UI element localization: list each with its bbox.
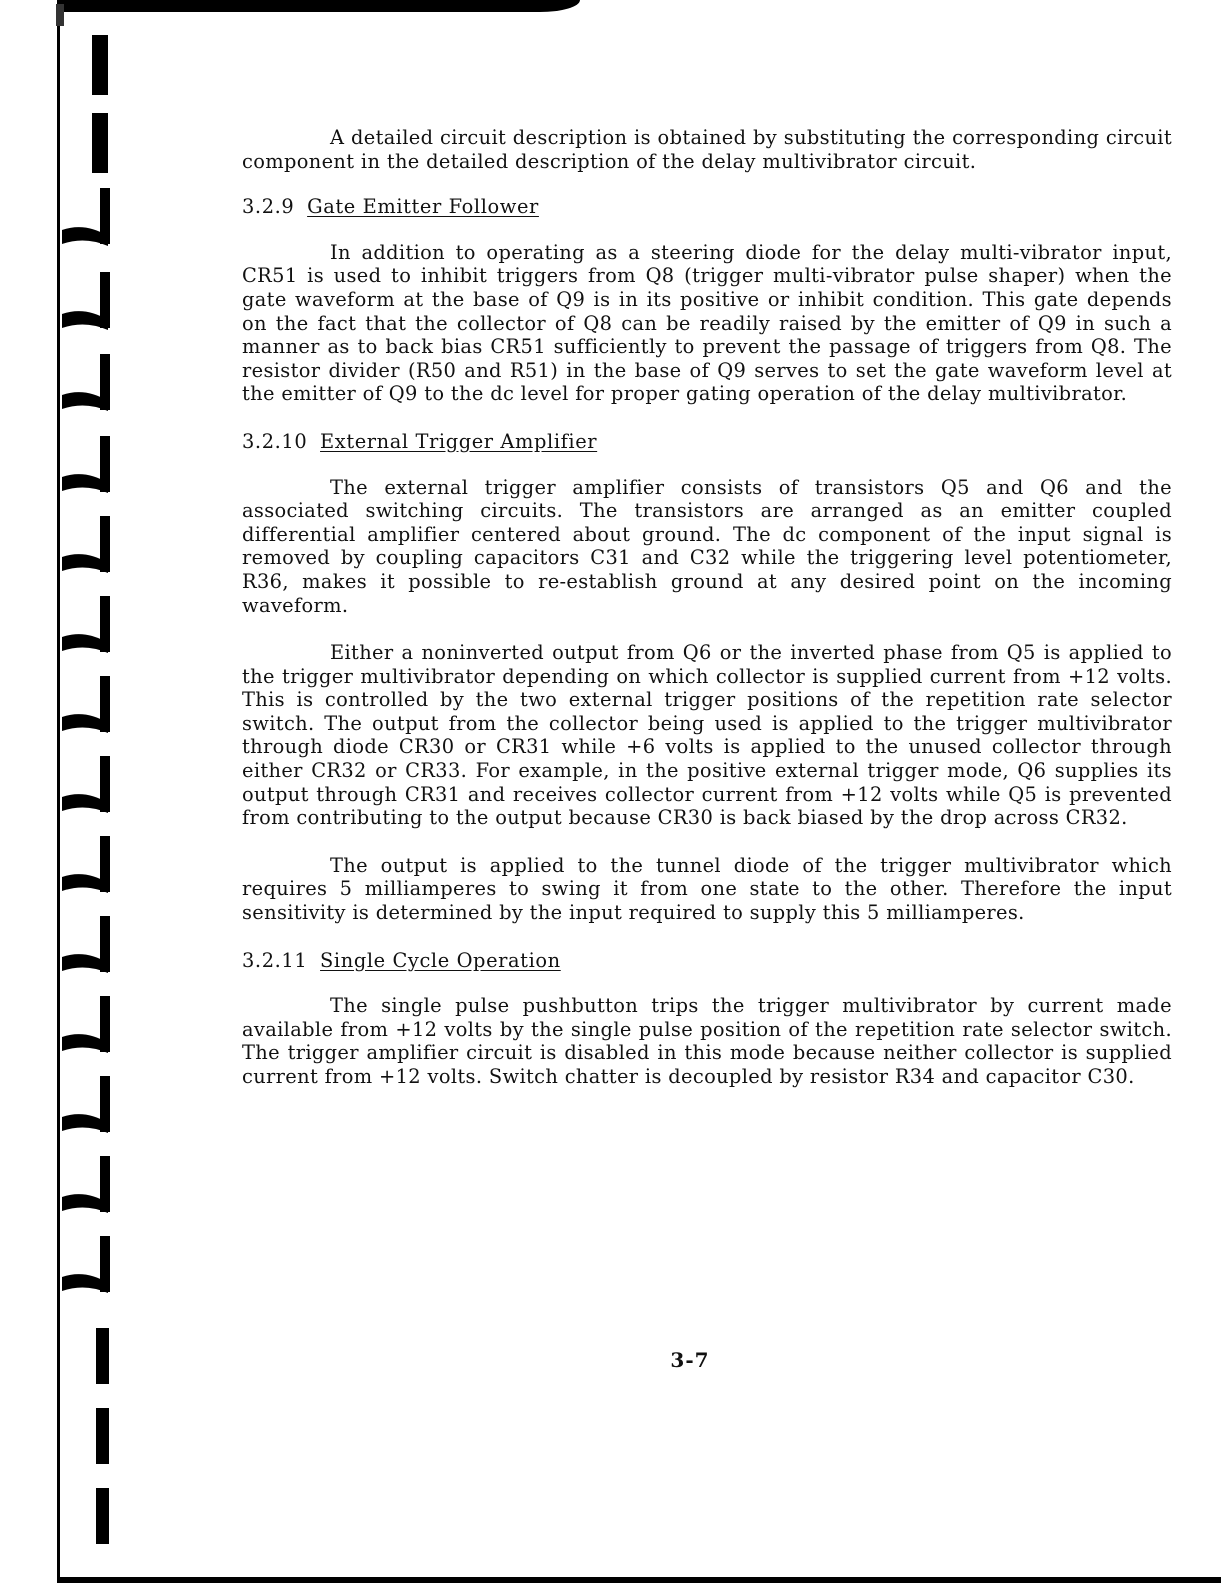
scan-bottom-edge xyxy=(57,1577,1221,1583)
section-title: External Trigger Amplifier xyxy=(320,429,598,453)
document-body xyxy=(242,126,1172,1113)
external-paragraph-1: The external trigger amplifier consists of transistors Q5 and Q6 and the associated switching circuits. The transistors are arranged as an emitter coupled differential amplifier centered about ground. The dc component of the input signal is removed by coupling capacitors C31 and C32 while the triggering level potentiometer, R36, makes it possible to re-establish ground at any desired point on the incoming waveform. xyxy=(242,475,1172,617)
intro-paragraph: A detailed circuit description is obtained by substituting the corresponding circuit component in the detailed description of the delay multivibrator circuit. xyxy=(242,126,1172,173)
page-number: 3-7 xyxy=(670,1348,710,1372)
gate-paragraph: In addition to operating as a steering diode for the delay multi-vibrator input, CR51 is used to inhibit triggers from Q8 (trigger multi-vibrator pulse shaper) when the gate waveform at the base of Q9 is in its positive or inhibit condition. This gate depends on the fact that the collector of Q8 can be readily raised by the emitter of Q9 in such a manner as to back bias CR51 sufficiently to prevent the passage of triggers from Q8. The resistor divider (R50 and R51) in the base of Q9 serves to set the gate waveform level at the emitter of Q9 to the dc level for proper gating operation of the delay multivibrator. xyxy=(242,240,1172,406)
section-heading-single-cycle-operation xyxy=(242,949,1172,973)
section-number: 3.2.11 xyxy=(242,948,308,972)
section-heading-gate-emitter-follower xyxy=(242,195,1172,219)
section-heading-external-trigger-amplifier xyxy=(242,430,1172,454)
section-number: 3.2.10 xyxy=(242,429,308,453)
section-title: Gate Emitter Follower xyxy=(307,195,539,219)
binding-holes xyxy=(0,0,120,1583)
external-paragraph-2: Either a noninverted output from Q6 or the inverted phase from Q5 is applied to the trigger multivibrator depending on which collector is supplied current from +12 volts. This is controlled by the two external trigger positions of the repetition rate selector switch. The output from the collector being used is applied to the trigger multivibrator through diode CR30 or CR31 while +6 volts is applied to the unused collector through either CR32 or CR33. For example, in the positive external trigger mode, Q6 supplies its output through CR31 and receives collector current from +12 volts while Q5 is prevented from contributing to the output because CR30 is back biased by the drop across CR32. xyxy=(242,641,1172,830)
single-cycle-paragraph: The single pulse pushbutton trips the trigger multivibrator by current made available from +12 volts by the single pulse position of the repetition rate selector switch. The trigger amplifier circuit is disabled in this mode because neither collector is supplied current from +12 volts. Switch chatter is decoupled by resistor R34 and capacitor C30. xyxy=(242,994,1172,1088)
section-number: 3.2.9 xyxy=(242,195,295,219)
scan-top-edge xyxy=(58,0,580,12)
section-title: Single Cycle Operation xyxy=(320,948,561,972)
external-paragraph-3: The output is applied to the tunnel diode of the trigger multivibrator which requires 5 milliamperes to swing it from one state to the other. Therefore the input sensitivity is determined by the input required to supply this 5 milliamperes. xyxy=(242,853,1172,925)
